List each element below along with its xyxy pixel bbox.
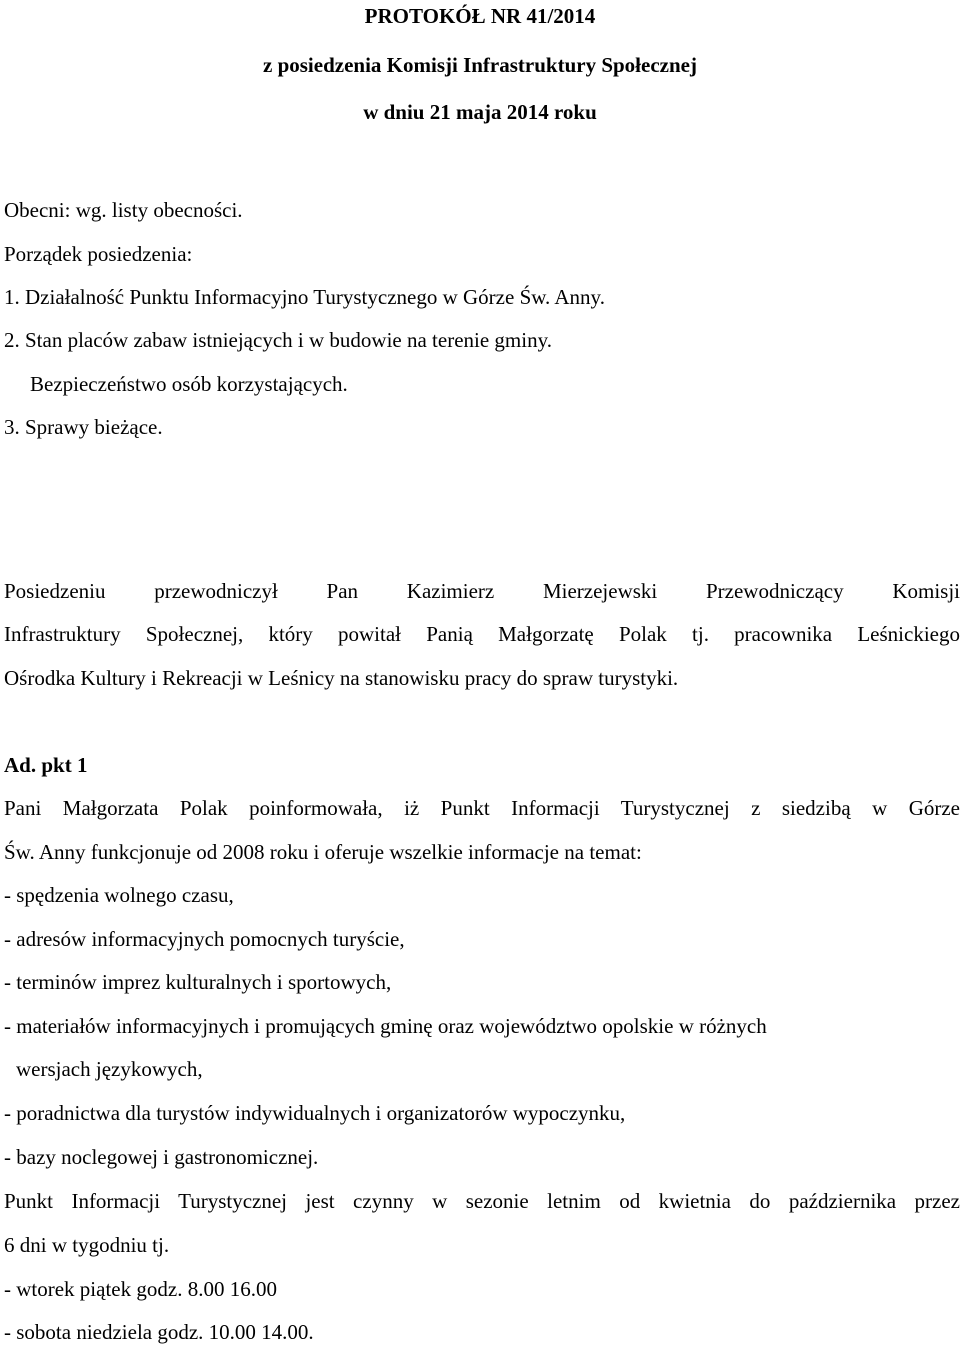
attendance-line: Obecni: wg. listy obecności. — [4, 198, 243, 222]
agenda-item-1: 1. Działalność Punktu Informacyjno Turystycznego w Górze Św. Anny. — [4, 285, 605, 309]
agenda-item-2: 2. Stan placów zabaw istniejących i w budowie na terenie gminy. — [4, 328, 552, 352]
list-item: - adresów informacyjnych pomocnych turyście, — [4, 927, 405, 951]
section-heading: Ad. pkt 1 — [4, 753, 88, 777]
opening-hours-line-1: Punkt Informacji Turystycznej jest czynny w sezonie letnim od kwietnia do października przez — [4, 1189, 960, 1213]
schedule-weekdays: - wtorek piątek godz. 8.00 16.00 — [4, 1277, 277, 1301]
agenda-item-2-continued: Bezpieczeństwo osób korzystających. — [30, 372, 348, 396]
document-title: PROTOKÓŁ NR 41/2014 — [364, 4, 596, 28]
agenda-heading: Porządek posiedzenia: — [4, 242, 193, 266]
opening-hours-line-2: 6 dni w tygodniu tj. — [4, 1233, 170, 1257]
section-paragraph-line-2: Św. Anny funkcjonuje od 2008 roku i oferuje wszelkie informacje na temat: — [4, 840, 642, 864]
intro-paragraph-line-3: Ośrodka Kultury i Rekreacji w Leśnicy na stanowisku pracy do spraw turystyki. — [4, 666, 679, 690]
section-paragraph-line-1: Pani Małgorzata Polak poinformowała, iż Punkt Informacji Turystycznej z siedzibą w Górze — [4, 796, 960, 820]
list-item: - spędzenia wolnego czasu, — [4, 883, 234, 907]
agenda-item-3: 3. Sprawy bieżące. — [4, 415, 163, 439]
list-item: - bazy noclegowej i gastronomicznej. — [4, 1145, 319, 1169]
document-subtitle: z posiedzenia Komisji Infrastruktury Społecznej — [263, 53, 697, 77]
meeting-date: w dniu 21 maja 2014 roku — [363, 100, 597, 124]
list-item: - materiałów informacyjnych i promujących gminę oraz województwo opolskie w różnych — [4, 1014, 767, 1038]
intro-paragraph-line-1: Posiedzeniu przewodniczył Pan Kazimierz Mierzejewski Przewodniczący Komisji — [4, 579, 960, 603]
list-item: - poradnictwa dla turystów indywidualnych i organizatorów wypoczynku, — [4, 1101, 626, 1125]
intro-paragraph-line-2: Infrastruktury Społecznej, który powitał Panią Małgorzatę Polak tj. pracownika Leśnickiego — [4, 622, 960, 646]
schedule-weekend: - sobota niedziela godz. 10.00 14.00. — [4, 1320, 314, 1344]
list-item: - terminów imprez kulturalnych i sportowych, — [4, 970, 392, 994]
list-item-continued: wersjach językowych, — [16, 1057, 203, 1081]
